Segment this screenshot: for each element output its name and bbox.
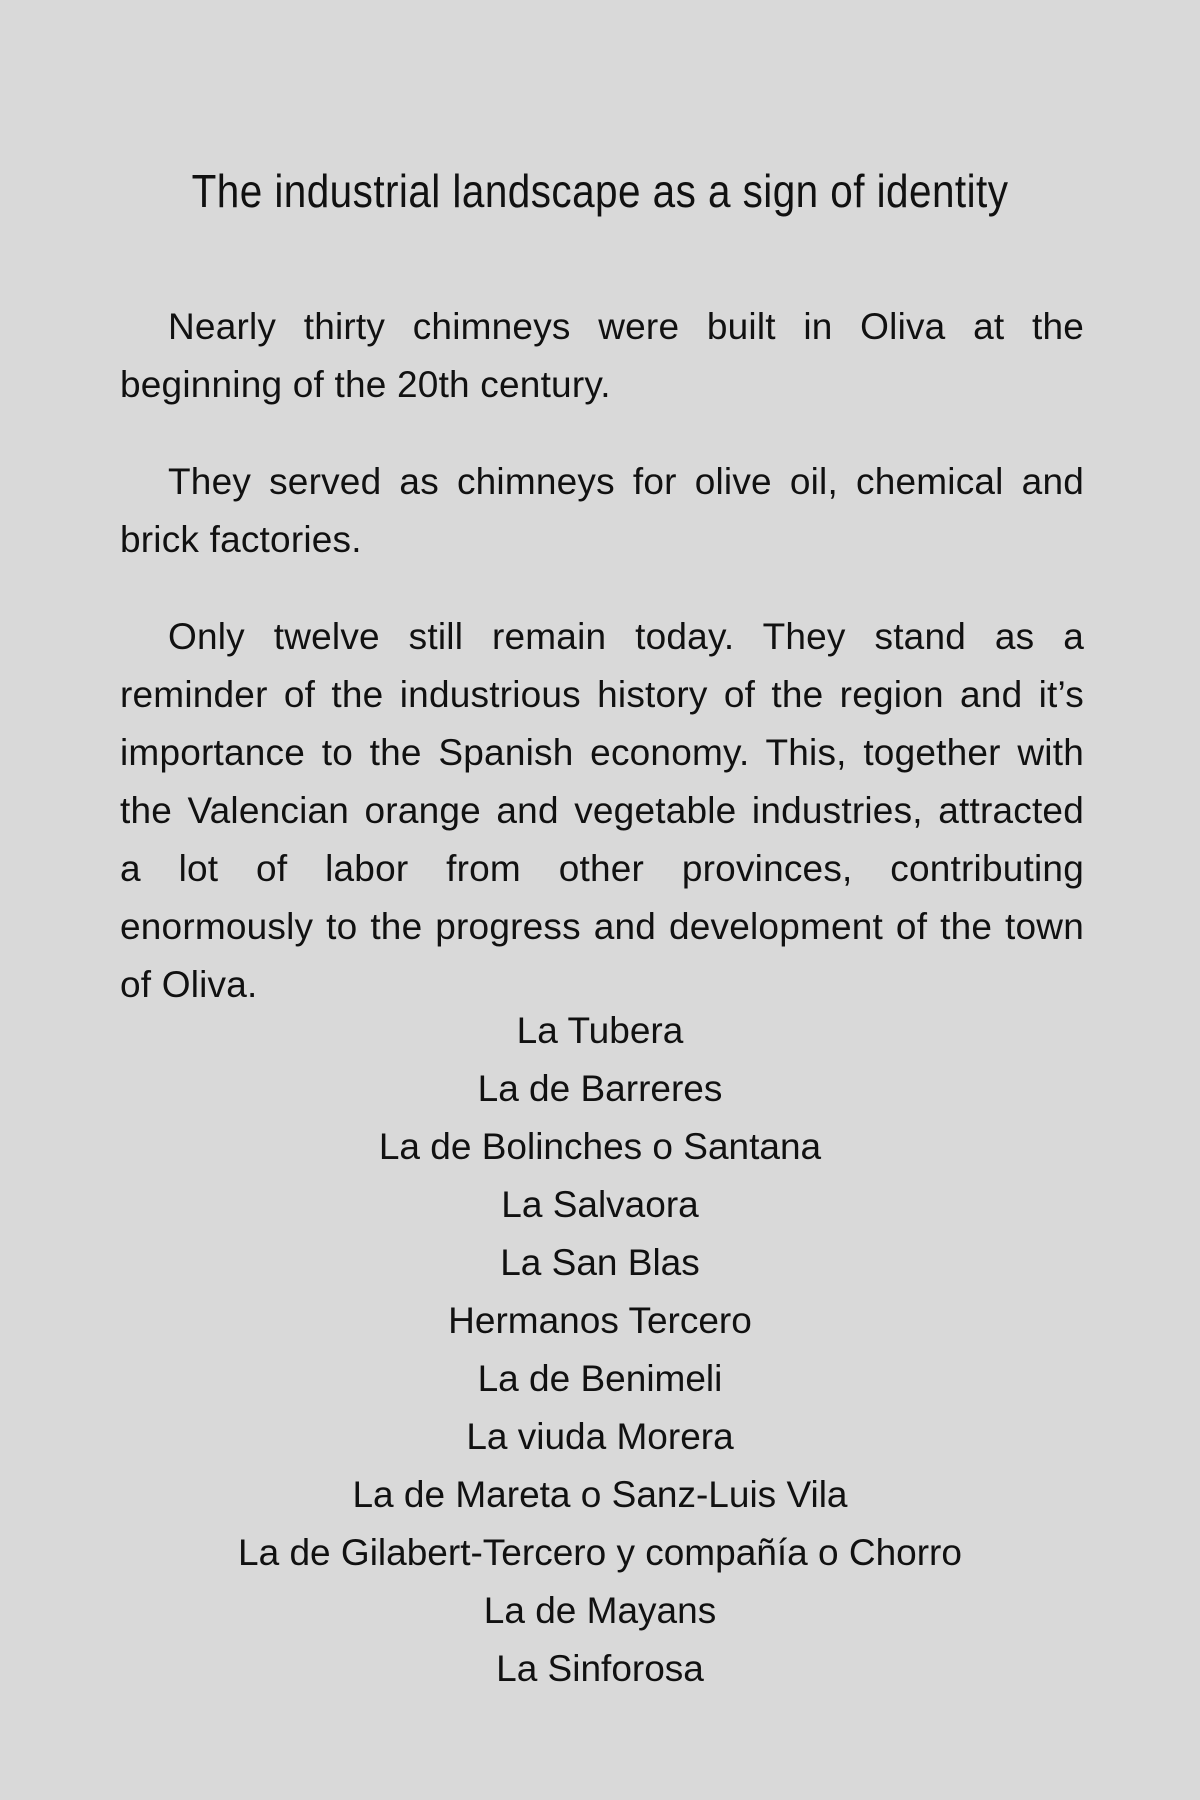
- list-item: La de Benimeli: [477, 1358, 723, 1399]
- list-item: La de Bolinches o Santana: [378, 1126, 822, 1167]
- list-item: La de Mareta o Sanz-Luis Vila: [352, 1474, 848, 1515]
- paragraph-intro: Nearly thirty chimneys were built in Oliva at the beginning of the 20th century.: [120, 306, 1084, 405]
- paragraph-factories: They served as chimneys for olive oil, chemical and brick factories.: [120, 461, 1084, 560]
- list-item: La viuda Morera: [466, 1416, 734, 1457]
- list-item: La de Gilabert-Tercero y compañía o Chorro: [238, 1532, 962, 1573]
- chimney-list: [0, 1002, 1200, 1698]
- page-title: The industrial landscape as a sign of identity: [191, 165, 1009, 217]
- list-item: La de Barreres: [477, 1068, 723, 1109]
- list-item: La de Mayans: [483, 1590, 717, 1631]
- list-item: La Sinforosa: [496, 1648, 704, 1689]
- list-item: La San Blas: [500, 1242, 700, 1283]
- list-item: Hermanos Tercero: [448, 1300, 752, 1341]
- list-item: La Tubera: [516, 1010, 684, 1051]
- paragraph-history: Only twelve still remain today. They stand as a reminder of the industrious history of the region and it’s importance to the Spanish economy. This, together with the Valencian orange and vegetable industries, attracted a lot of labor from other provinces, contributing enormously to the progress and development of the town of Oliva.: [120, 616, 1084, 1005]
- list-item: La Salvaora: [501, 1184, 699, 1225]
- body-text: [120, 298, 1084, 1053]
